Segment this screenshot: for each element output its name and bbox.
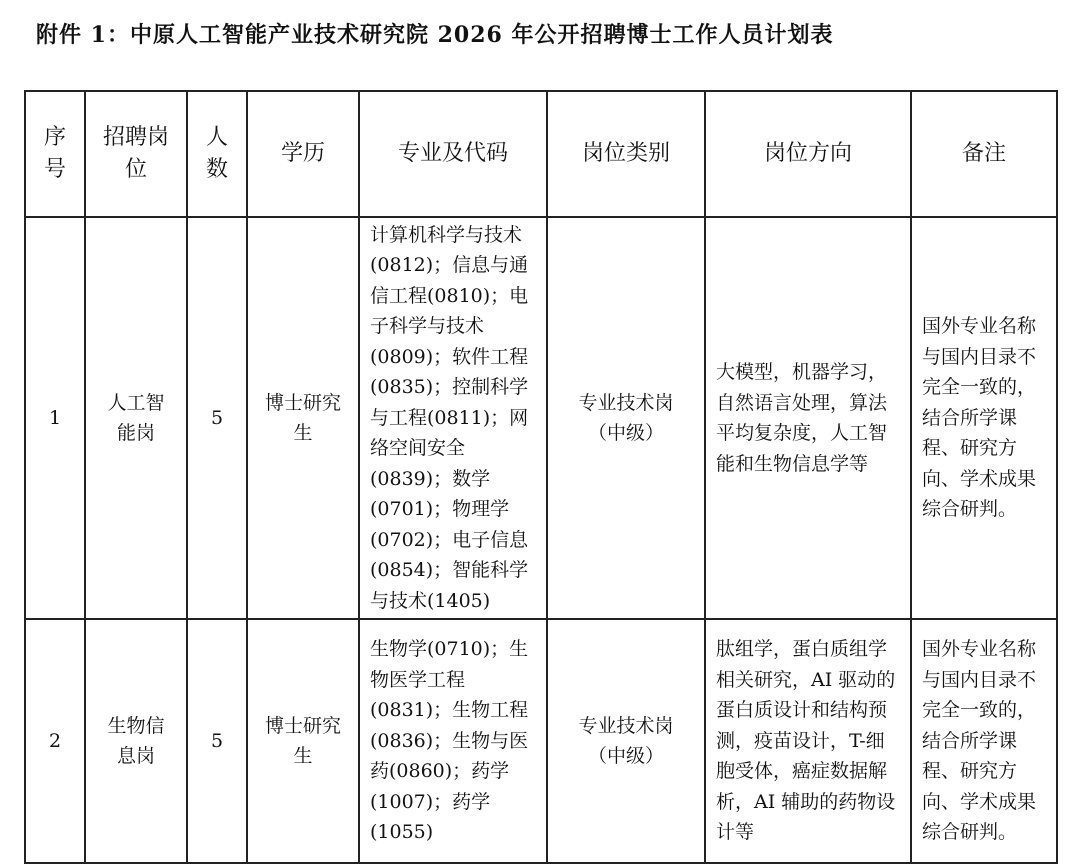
cell-no: 2 — [25, 619, 85, 863]
table-row — [25, 619, 1057, 863]
header-direction: 岗位方向 — [705, 91, 911, 217]
document-title: 附件 1：中原人工智能产业技术研究院 2026 年公开招聘博士工作人员计划表 — [36, 22, 834, 48]
table-row — [25, 217, 1057, 619]
cell-majors: 生物学(0710)；生物医学工程(0831)；生物工程(0836)；生物与医药(0860)；药学(1007)；药学(1055) — [359, 619, 547, 863]
recruitment-plan-table — [24, 90, 1058, 864]
table-header-row — [25, 91, 1057, 217]
header-education: 学历 — [247, 91, 359, 217]
cell-education: 博士研究生 — [247, 217, 359, 619]
cell-direction: 大模型，机器学习，自然语言处理，算法平均复杂度，人工智能和生物信息学等 — [705, 217, 911, 619]
header-majors: 专业及代码 — [359, 91, 547, 217]
cell-count: 5 — [187, 217, 247, 619]
cell-remarks: 国外专业名称与国内目录不完全一致的，结合所学课程、研究方向、学术成果综合研判。 — [911, 619, 1057, 863]
cell-category: 专业技术岗（中级） — [547, 217, 705, 619]
cell-majors: 计算机科学与技术(0812)；信息与通信工程(0810)；电子科学与技术(0809)；软件工程(0835)；控制科学与工程(0811)；网络空间安全(0839)；数学(0701)；物理学(0702)；电子信息(0854)；智能科学与技术(1405) — [359, 217, 547, 619]
cell-count: 5 — [187, 619, 247, 863]
cell-no: 1 — [25, 217, 85, 619]
cell-position: 人工智能岗 — [85, 217, 187, 619]
cell-category: 专业技术岗（中级） — [547, 619, 705, 863]
cell-remarks: 国外专业名称与国内目录不完全一致的，结合所学课程、研究方向、学术成果综合研判。 — [911, 217, 1057, 619]
header-count: 人数 — [187, 91, 247, 217]
header-remarks: 备注 — [911, 91, 1057, 217]
header-category: 岗位类别 — [547, 91, 705, 217]
cell-position: 生物信息岗 — [85, 619, 187, 863]
header-position: 招聘岗位 — [85, 91, 187, 217]
cell-direction: 肽组学，蛋白质组学相关研究，AI 驱动的蛋白质设计和结构预测，疫苗设计，T-细胞受体，癌症数据解析，AI 辅助的药物设计等 — [705, 619, 911, 863]
cell-education: 博士研究生 — [247, 619, 359, 863]
header-no: 序号 — [25, 91, 85, 217]
